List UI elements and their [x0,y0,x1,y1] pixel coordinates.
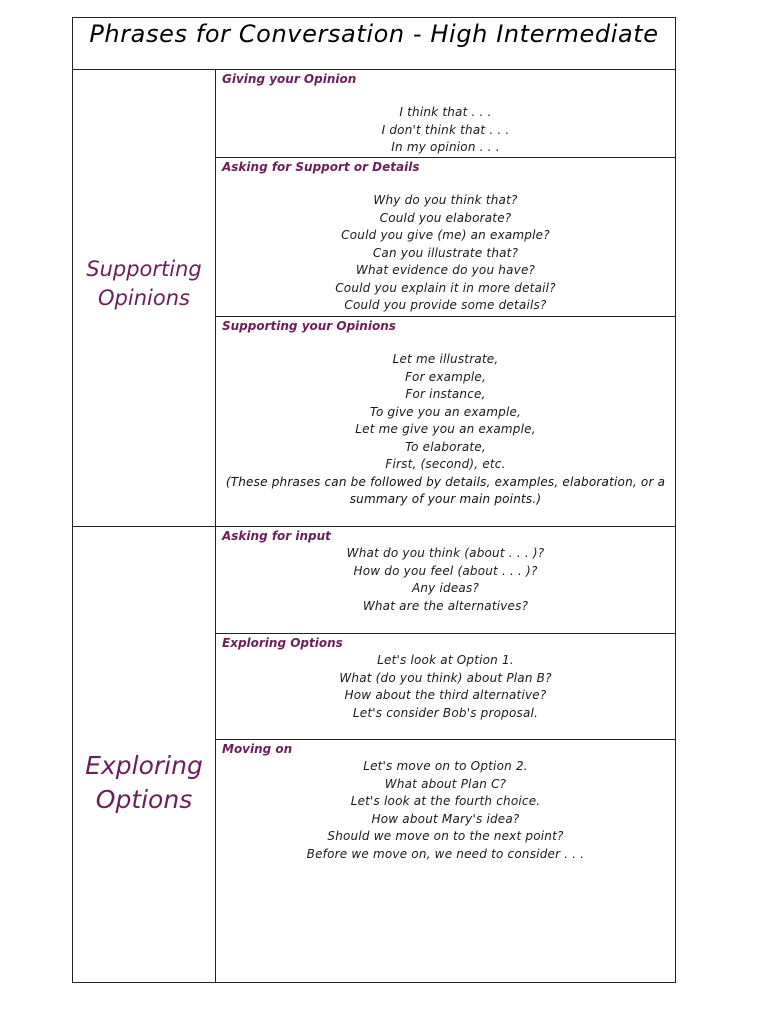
phrase: For instance, [405,387,486,401]
phrase: Why do you think that? [373,193,518,207]
phrase: Can you illustrate that? [372,245,519,260]
phrase: Let's consider Bob's proposal. [352,705,539,720]
phrase: Could you elaborate? [379,210,512,225]
page-title: Phrases for Conversation - High Intermediate [89,20,659,48]
phrase-list [216,652,675,722]
title-row [73,18,675,70]
section-moving-on [216,740,675,982]
category-supporting-opinions [73,70,216,527]
section-heading: Giving your Opinion [222,72,357,86]
phrase: Before we move on, we need to consider . . . [306,846,585,861]
section-asking-for-support [216,158,675,317]
phrase-list [216,758,675,863]
phrase-list [216,545,675,615]
section-heading: Asking for Support or Details [222,160,420,174]
category-label: Exploring Options [85,750,203,814]
phrase: What about Plan C? [384,776,507,791]
phrase: What evidence do you have? [355,263,536,277]
phrase: I don't think that . . . [381,122,510,137]
section-heading: Supporting your Opinions [222,319,396,333]
phrase: Let me give you an example, [355,422,536,436]
phrase: Any ideas? [411,581,480,595]
phrase: What (do you think) about Plan B? [339,670,552,685]
phrase: How about Mary's idea? [371,811,520,826]
category-label: Supporting Opinions [86,257,202,310]
phrase: Could you provide some details? [344,298,547,312]
phrase: First, (second), etc. [385,457,506,471]
phrase: What are the alternatives? [362,598,529,613]
phrase: For example, [404,369,487,384]
phrases-table [72,17,676,983]
category-exploring-options [73,527,216,982]
phrase: I think that . . . [399,105,492,119]
phrase-list [216,192,675,315]
phrase: Let me illustrate, [392,352,499,366]
section-heading: Moving on [222,742,293,756]
section-giving-your-opinion [216,70,675,158]
section-supporting-your-opinions [216,317,675,527]
phrase-note: (These phrases can be followed by details, examples, elaboration, or a summary of your main points.) [225,474,666,506]
section-heading: Exploring Options [222,636,343,650]
phrase: Let's look at Option 1. [377,653,514,667]
section-exploring-options [216,634,675,740]
phrase-list [216,351,675,474]
phrase: Could you give (me) an example? [341,228,550,242]
phrase: How about the third alternative? [344,688,547,702]
phrase: How do you feel (about . . . )? [353,563,538,578]
phrase-list [216,104,675,157]
phrase: Could you explain it in more detail? [335,280,556,295]
phrase: In my opinion . . . [391,140,500,154]
phrase: What do you think (about . . . )? [346,546,545,560]
phrase: Let's look at the fourth choice. [350,794,541,808]
phrase: Let's move on to Option 2. [363,759,528,773]
section-heading: Asking for input [222,529,331,543]
phrase: Should we move on to the next point? [327,829,564,843]
phrase: To give you an example, [369,404,522,419]
section-asking-for-input [216,527,675,634]
phrase: To elaborate, [405,439,486,454]
